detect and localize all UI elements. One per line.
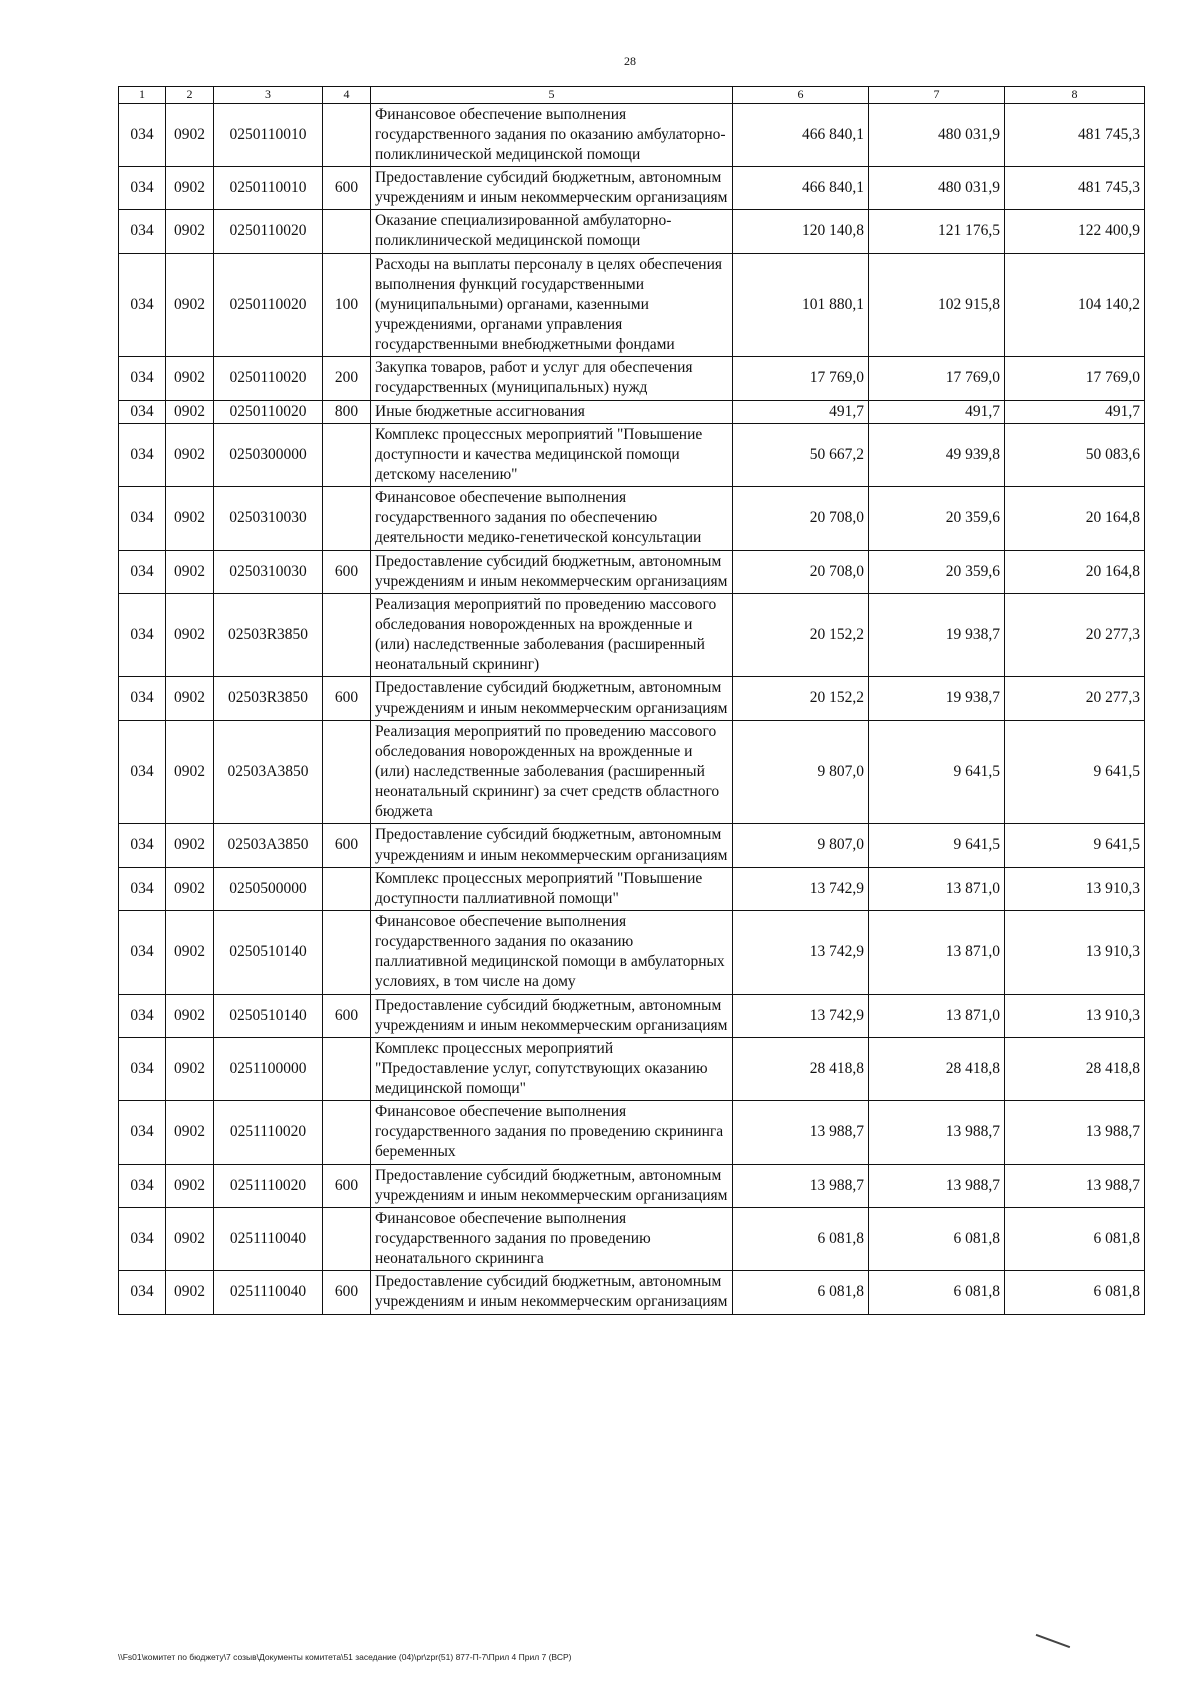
cell-target-article: 0250110020 xyxy=(214,357,323,400)
column-header: 4 xyxy=(323,87,371,104)
cell-amount-col6: 20 152,2 xyxy=(733,677,869,720)
cell-amount-col6: 13 742,9 xyxy=(733,910,869,994)
cell-expense-type: 600 xyxy=(323,550,371,593)
cell-description: Комплекс процессных мероприятий "Повышение доступности паллиативной помощи" xyxy=(371,867,733,910)
column-header: 6 xyxy=(733,87,869,104)
table-row xyxy=(119,357,1145,400)
cell-expense-type: 600 xyxy=(323,1271,371,1314)
cell-amount-col7: 17 769,0 xyxy=(869,357,1005,400)
cell-amount-col7: 13 871,0 xyxy=(869,910,1005,994)
cell-target-article: 0251110020 xyxy=(214,1164,323,1207)
cell-amount-col7: 6 081,8 xyxy=(869,1207,1005,1270)
cell-amount-col6: 6 081,8 xyxy=(733,1207,869,1270)
cell-expense-type xyxy=(323,593,371,677)
cell-chapter-code: 034 xyxy=(119,357,166,400)
cell-amount-col7: 491,7 xyxy=(869,400,1005,423)
cell-chapter-code: 034 xyxy=(119,1164,166,1207)
cell-section-code: 0902 xyxy=(166,253,214,357)
cell-chapter-code: 034 xyxy=(119,824,166,867)
cell-section-code: 0902 xyxy=(166,1271,214,1314)
cell-target-article: 0250500000 xyxy=(214,867,323,910)
cell-amount-col7: 13 871,0 xyxy=(869,994,1005,1037)
cell-expense-type: 100 xyxy=(323,253,371,357)
cell-expense-type xyxy=(323,1101,371,1164)
cell-amount-col6: 17 769,0 xyxy=(733,357,869,400)
cell-chapter-code: 034 xyxy=(119,103,166,166)
table-row xyxy=(119,677,1145,720)
cell-expense-type xyxy=(323,210,371,253)
cell-section-code: 0902 xyxy=(166,910,214,994)
cell-amount-col8: 50 083,6 xyxy=(1005,423,1145,486)
cell-target-article: 02503А3850 xyxy=(214,720,323,824)
cell-description: Предоставление субсидий бюджетным, автономным учреждениям и иным некоммерческим организациям xyxy=(371,994,733,1037)
cell-chapter-code: 034 xyxy=(119,994,166,1037)
cell-target-article: 0251110040 xyxy=(214,1207,323,1270)
cell-expense-type xyxy=(323,1037,371,1100)
cell-amount-col8: 13 988,7 xyxy=(1005,1101,1145,1164)
cell-section-code: 0902 xyxy=(166,824,214,867)
cell-description: Финансовое обеспечение выполнения государственного задания по оказанию паллиативной медицинской помощи в амбулаторных условиях, в том числе на дому xyxy=(371,910,733,994)
cell-expense-type xyxy=(323,103,371,166)
cell-expense-type xyxy=(323,423,371,486)
cell-expense-type xyxy=(323,867,371,910)
table-row xyxy=(119,210,1145,253)
cell-chapter-code: 034 xyxy=(119,677,166,720)
cell-description: Финансовое обеспечение выполнения государственного задания по проведению скрининга беременных xyxy=(371,1101,733,1164)
cell-amount-col6: 9 807,0 xyxy=(733,720,869,824)
cell-target-article: 0250310030 xyxy=(214,487,323,550)
cell-chapter-code: 034 xyxy=(119,1207,166,1270)
column-header: 8 xyxy=(1005,87,1145,104)
table-row xyxy=(119,103,1145,166)
cell-amount-col8: 491,7 xyxy=(1005,400,1145,423)
cell-amount-col7: 13 988,7 xyxy=(869,1164,1005,1207)
cell-chapter-code: 034 xyxy=(119,550,166,593)
table-row xyxy=(119,423,1145,486)
cell-amount-col6: 466 840,1 xyxy=(733,167,869,210)
cell-description: Реализация мероприятий по проведению массового обследования новорожденных на врожденные и (или) наследственные заболевания (расширенный неонатальный скрининг) за счет средств областного бюджета xyxy=(371,720,733,824)
cell-target-article: 0250110010 xyxy=(214,167,323,210)
cell-description: Финансовое обеспечение выполнения государственного задания по проведению неонатального скрининга xyxy=(371,1207,733,1270)
cell-section-code: 0902 xyxy=(166,550,214,593)
cell-amount-col8: 122 400,9 xyxy=(1005,210,1145,253)
cell-amount-col7: 121 176,5 xyxy=(869,210,1005,253)
cell-amount-col8: 13 988,7 xyxy=(1005,1164,1145,1207)
column-header: 3 xyxy=(214,87,323,104)
table-row xyxy=(119,720,1145,824)
table-row xyxy=(119,824,1145,867)
cell-target-article: 0250510140 xyxy=(214,994,323,1037)
cell-expense-type xyxy=(323,1207,371,1270)
cell-expense-type xyxy=(323,487,371,550)
cell-amount-col7: 28 418,8 xyxy=(869,1037,1005,1100)
cell-section-code: 0902 xyxy=(166,677,214,720)
cell-description: Предоставление субсидий бюджетным, автономным учреждениям и иным некоммерческим организациям xyxy=(371,550,733,593)
cell-target-article: 0250510140 xyxy=(214,910,323,994)
cell-chapter-code: 034 xyxy=(119,910,166,994)
cell-target-article: 0251110020 xyxy=(214,1101,323,1164)
cell-amount-col6: 9 807,0 xyxy=(733,824,869,867)
cell-section-code: 0902 xyxy=(166,1207,214,1270)
cell-amount-col6: 491,7 xyxy=(733,400,869,423)
scan-mark xyxy=(1036,1634,1070,1648)
cell-target-article: 0251100000 xyxy=(214,1037,323,1100)
cell-expense-type: 800 xyxy=(323,400,371,423)
cell-amount-col6: 466 840,1 xyxy=(733,103,869,166)
cell-target-article: 0250110020 xyxy=(214,210,323,253)
cell-amount-col8: 13 910,3 xyxy=(1005,867,1145,910)
cell-chapter-code: 034 xyxy=(119,720,166,824)
cell-amount-col6: 28 418,8 xyxy=(733,1037,869,1100)
column-header: 5 xyxy=(371,87,733,104)
cell-description: Предоставление субсидий бюджетным, автономным учреждениям и иным некоммерческим организациям xyxy=(371,1271,733,1314)
cell-section-code: 0902 xyxy=(166,400,214,423)
cell-chapter-code: 034 xyxy=(119,167,166,210)
cell-description: Предоставление субсидий бюджетным, автономным учреждениям и иным некоммерческим организациям xyxy=(371,1164,733,1207)
cell-amount-col7: 9 641,5 xyxy=(869,720,1005,824)
cell-amount-col6: 120 140,8 xyxy=(733,210,869,253)
budget-table xyxy=(118,86,1145,1315)
table-row xyxy=(119,253,1145,357)
cell-section-code: 0902 xyxy=(166,423,214,486)
cell-chapter-code: 034 xyxy=(119,487,166,550)
cell-section-code: 0902 xyxy=(166,357,214,400)
cell-description: Оказание специализированной амбулаторно-поликлинической медицинской помощи xyxy=(371,210,733,253)
table-row xyxy=(119,867,1145,910)
cell-target-article: 0251110040 xyxy=(214,1271,323,1314)
cell-amount-col6: 50 667,2 xyxy=(733,423,869,486)
cell-amount-col8: 104 140,2 xyxy=(1005,253,1145,357)
cell-description: Предоставление субсидий бюджетным, автономным учреждениям и иным некоммерческим организациям xyxy=(371,167,733,210)
cell-amount-col6: 20 708,0 xyxy=(733,487,869,550)
cell-section-code: 0902 xyxy=(166,1037,214,1100)
cell-amount-col7: 9 641,5 xyxy=(869,824,1005,867)
header-row xyxy=(119,87,1145,104)
cell-section-code: 0902 xyxy=(166,210,214,253)
cell-section-code: 0902 xyxy=(166,867,214,910)
table-row xyxy=(119,550,1145,593)
cell-section-code: 0902 xyxy=(166,720,214,824)
cell-description: Предоставление субсидий бюджетным, автономным учреждениям и иным некоммерческим организациям xyxy=(371,677,733,720)
cell-amount-col8: 20 277,3 xyxy=(1005,677,1145,720)
cell-section-code: 0902 xyxy=(166,103,214,166)
cell-expense-type: 600 xyxy=(323,1164,371,1207)
cell-amount-col8: 13 910,3 xyxy=(1005,994,1145,1037)
cell-chapter-code: 034 xyxy=(119,1037,166,1100)
cell-description: Реализация мероприятий по проведению массового обследования новорожденных на врожденные и (или) наследственные заболевания (расширенный неонатальный скрининг) xyxy=(371,593,733,677)
cell-section-code: 0902 xyxy=(166,487,214,550)
cell-section-code: 0902 xyxy=(166,1164,214,1207)
cell-amount-col6: 20 152,2 xyxy=(733,593,869,677)
column-header: 2 xyxy=(166,87,214,104)
column-header: 7 xyxy=(869,87,1005,104)
cell-target-article: 02503R3850 xyxy=(214,593,323,677)
cell-amount-col7: 6 081,8 xyxy=(869,1271,1005,1314)
cell-amount-col7: 13 988,7 xyxy=(869,1101,1005,1164)
cell-target-article: 0250110020 xyxy=(214,400,323,423)
cell-amount-col7: 480 031,9 xyxy=(869,103,1005,166)
table-row xyxy=(119,1207,1145,1270)
table-row xyxy=(119,910,1145,994)
cell-expense-type: 600 xyxy=(323,824,371,867)
cell-amount-col7: 49 939,8 xyxy=(869,423,1005,486)
cell-section-code: 0902 xyxy=(166,994,214,1037)
cell-amount-col7: 19 938,7 xyxy=(869,677,1005,720)
cell-amount-col6: 13 988,7 xyxy=(733,1164,869,1207)
cell-amount-col7: 19 938,7 xyxy=(869,593,1005,677)
cell-target-article: 0250110010 xyxy=(214,103,323,166)
cell-target-article: 0250310030 xyxy=(214,550,323,593)
cell-section-code: 0902 xyxy=(166,167,214,210)
table-row xyxy=(119,593,1145,677)
cell-expense-type: 600 xyxy=(323,167,371,210)
cell-chapter-code: 034 xyxy=(119,400,166,423)
table-row xyxy=(119,400,1145,423)
cell-description: Финансовое обеспечение выполнения государственного задания по обеспечению деятельности медико-генетической консультации xyxy=(371,487,733,550)
cell-description: Финансовое обеспечение выполнения государственного задания по оказанию амбулаторно-поликлинической медицинской помощи xyxy=(371,103,733,166)
cell-expense-type: 600 xyxy=(323,677,371,720)
cell-chapter-code: 034 xyxy=(119,593,166,677)
cell-chapter-code: 034 xyxy=(119,867,166,910)
cell-amount-col8: 17 769,0 xyxy=(1005,357,1145,400)
cell-target-article: 02503А3850 xyxy=(214,824,323,867)
table-row xyxy=(119,487,1145,550)
cell-amount-col6: 13 742,9 xyxy=(733,994,869,1037)
table-row xyxy=(119,1101,1145,1164)
cell-description: Иные бюджетные ассигнования xyxy=(371,400,733,423)
cell-chapter-code: 034 xyxy=(119,423,166,486)
cell-amount-col8: 13 910,3 xyxy=(1005,910,1145,994)
cell-amount-col7: 20 359,6 xyxy=(869,487,1005,550)
cell-description: Комплекс процессных мероприятий "Повышение доступности и качества медицинской помощи детскому населению" xyxy=(371,423,733,486)
table-row xyxy=(119,1164,1145,1207)
cell-description: Закупка товаров, работ и услуг для обеспечения государственных (муниципальных) нужд xyxy=(371,357,733,400)
table-row xyxy=(119,167,1145,210)
cell-amount-col7: 20 359,6 xyxy=(869,550,1005,593)
cell-amount-col6: 101 880,1 xyxy=(733,253,869,357)
cell-chapter-code: 034 xyxy=(119,253,166,357)
cell-amount-col6: 13 742,9 xyxy=(733,867,869,910)
cell-amount-col8: 481 745,3 xyxy=(1005,167,1145,210)
cell-section-code: 0902 xyxy=(166,593,214,677)
cell-expense-type: 200 xyxy=(323,357,371,400)
cell-target-article: 0250110020 xyxy=(214,253,323,357)
table-row xyxy=(119,1271,1145,1314)
cell-amount-col8: 9 641,5 xyxy=(1005,824,1145,867)
cell-target-article: 02503R3850 xyxy=(214,677,323,720)
cell-amount-col6: 13 988,7 xyxy=(733,1101,869,1164)
footer-file-path: \\Fs01\комитет по бюджету\7 созыв\Документы комитета\51 заседание (04)\pr\zpr(51) 877-П-7\Прил 4 Прил 7 (ВСР) xyxy=(118,1652,572,1662)
cell-amount-col8: 20 164,8 xyxy=(1005,487,1145,550)
column-header: 1 xyxy=(119,87,166,104)
cell-chapter-code: 034 xyxy=(119,210,166,253)
cell-expense-type xyxy=(323,910,371,994)
cell-amount-col6: 20 708,0 xyxy=(733,550,869,593)
cell-expense-type: 600 xyxy=(323,994,371,1037)
cell-description: Комплекс процессных мероприятий "Предоставление услуг, сопутствующих оказанию медицинской помощи" xyxy=(371,1037,733,1100)
cell-amount-col8: 20 277,3 xyxy=(1005,593,1145,677)
cell-amount-col7: 480 031,9 xyxy=(869,167,1005,210)
page-number: 28 xyxy=(624,54,636,68)
cell-amount-col7: 102 915,8 xyxy=(869,253,1005,357)
cell-chapter-code: 034 xyxy=(119,1101,166,1164)
cell-section-code: 0902 xyxy=(166,1101,214,1164)
table-row xyxy=(119,994,1145,1037)
cell-amount-col8: 28 418,8 xyxy=(1005,1037,1145,1100)
table-row xyxy=(119,1037,1145,1100)
cell-target-article: 0250300000 xyxy=(214,423,323,486)
cell-expense-type xyxy=(323,720,371,824)
cell-description: Расходы на выплаты персоналу в целях обеспечения выполнения функций государственными (муниципальными) органами, казенными учреждениями, органами управления государственными внебюджетными фондами xyxy=(371,253,733,357)
cell-description: Предоставление субсидий бюджетным, автономным учреждениям и иным некоммерческим организациям xyxy=(371,824,733,867)
table-body xyxy=(119,103,1145,1314)
cell-amount-col8: 20 164,8 xyxy=(1005,550,1145,593)
cell-amount-col8: 9 641,5 xyxy=(1005,720,1145,824)
cell-amount-col8: 481 745,3 xyxy=(1005,103,1145,166)
cell-amount-col6: 6 081,8 xyxy=(733,1271,869,1314)
cell-amount-col8: 6 081,8 xyxy=(1005,1207,1145,1270)
cell-amount-col7: 13 871,0 xyxy=(869,867,1005,910)
cell-amount-col8: 6 081,8 xyxy=(1005,1271,1145,1314)
cell-chapter-code: 034 xyxy=(119,1271,166,1314)
